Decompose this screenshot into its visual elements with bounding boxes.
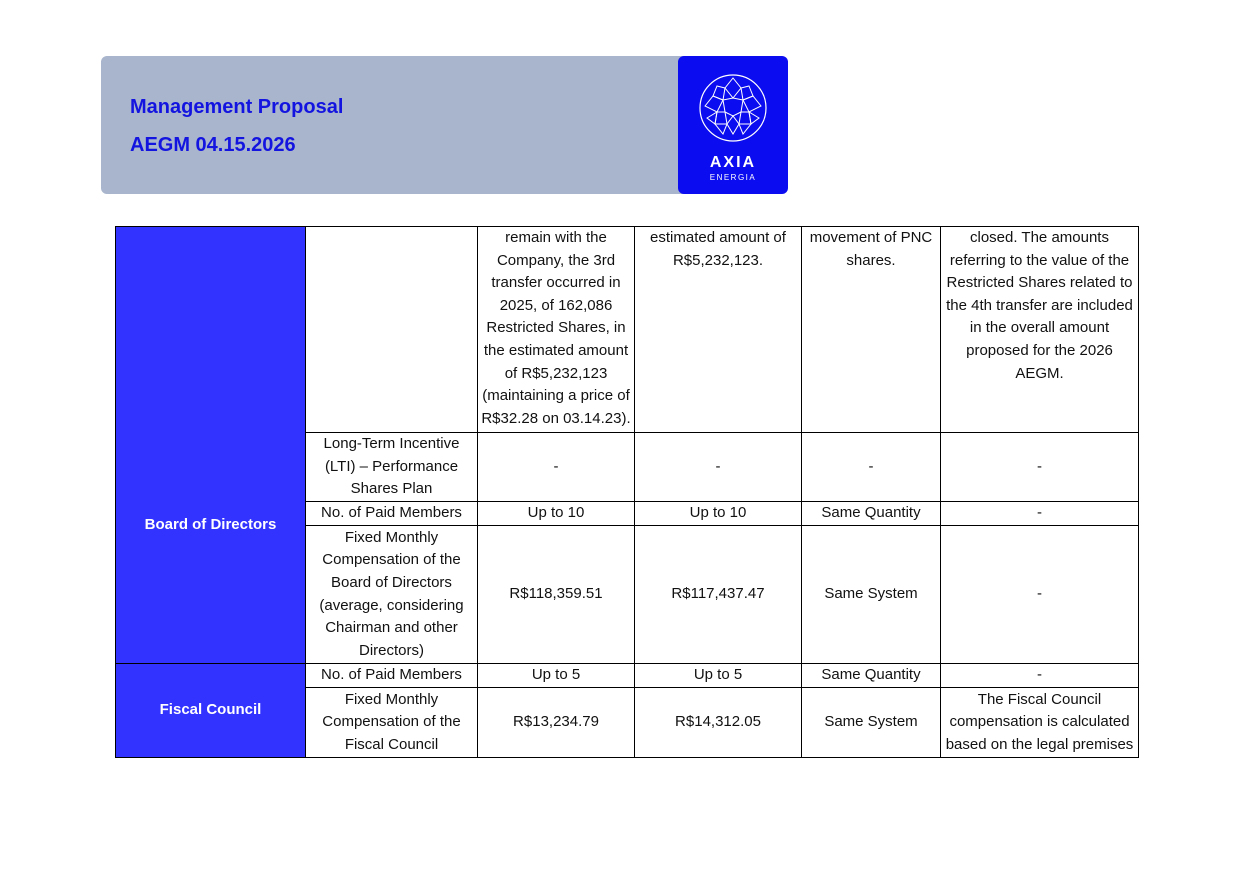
value-cell: R$118,359.51 [478,526,635,664]
value-cell: closed. The amounts referring to the value of the Restricted Shares related to the 4th transfer are included in the overall amount proposed for the 2026 AEGM. [941,227,1139,433]
value-cell: Same System [802,688,941,758]
value-cell: Same Quantity [802,664,941,688]
value-cell: - [635,433,802,502]
value-cell: R$13,234.79 [478,688,635,758]
logo-subtitle: ENERGIA [709,173,757,182]
value-cell: remain with the Company, the 3rd transfer occurred in 2025, of 162,086 Restricted Shares, in the estimated amount of R$5,232,123 (maintaining a price of R$32.28 on 03.14.23). [478,227,635,433]
item-cell: Long-Term Incentive (LTI) – Performance Shares Plan [306,433,478,502]
compensation-table [115,226,1139,758]
value-cell: Same System [802,526,941,664]
value-cell: Up to 10 [635,502,802,526]
meeting-date-title: AEGM 04.15.2026 [130,134,296,156]
value-cell: - [941,502,1139,526]
item-cell [306,227,478,433]
globe-icon [697,72,769,144]
value-cell: - [941,433,1139,502]
value-cell: estimated amount of R$5,232,123. [635,227,802,433]
value-cell: R$14,312.05 [635,688,802,758]
value-cell: - [802,433,941,502]
item-cell: Fixed Monthly Compensation of the Board of Directors (average, considering Chairman and other Directors) [306,526,478,664]
item-cell: No. of Paid Members [306,502,478,526]
value-cell: - [941,526,1139,664]
value-cell: movement of PNC shares. [802,227,941,433]
value-cell: Up to 10 [478,502,635,526]
table-row [116,227,1139,433]
group-fiscal-council: Fiscal Council [116,664,306,758]
item-cell: Fixed Monthly Compensation of the Fiscal Council [306,688,478,758]
item-cell: No. of Paid Members [306,664,478,688]
value-cell: R$117,437.47 [635,526,802,664]
value-cell: Up to 5 [635,664,802,688]
logo-wordmark: AXIA [709,154,757,171]
value-cell: Up to 5 [478,664,635,688]
document-title: Management Proposal [130,96,344,118]
value-cell: The Fiscal Council compensation is calculated based on the legal premises [941,688,1139,758]
header-band [101,56,685,194]
value-cell: - [478,433,635,502]
table-row [116,664,1139,688]
value-cell: Same Quantity [802,502,941,526]
value-cell: - [941,664,1139,688]
group-board-of-directors: Board of Directors [116,227,306,664]
company-logo [678,56,788,194]
